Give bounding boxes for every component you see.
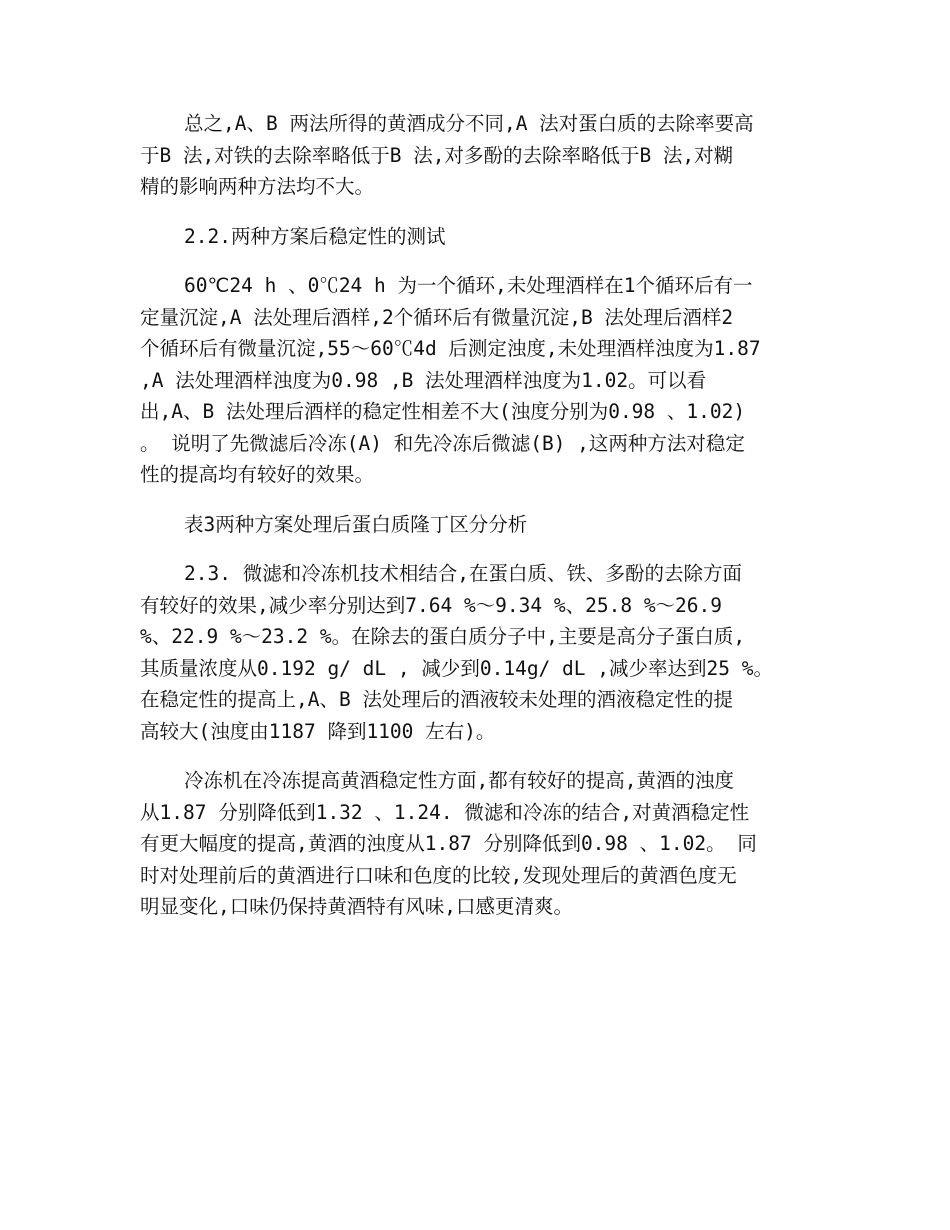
text-line: 其质量浓度从0.192 g/ dL , 减少到0.14g/ dL ,减少率达到25 %。 bbox=[140, 656, 773, 680]
text-line: 精的影响两种方法均不大。 bbox=[140, 175, 375, 198]
text-line: 定量沉淀,A 法处理后酒样,2个循环后有微量沉淀,B 法处理后酒样2 bbox=[140, 305, 734, 329]
text-line: 个循环后有微量沉淀,55～60℃4d 后测定浊度,未处理酒样浊度为1.87 bbox=[140, 337, 761, 360]
text-line: 。 说明了先微滤后冷冻(A) 和先冷冻后微滤(B) ,这两种方法对稳定 bbox=[140, 431, 745, 455]
paragraph-freezer-conclusion bbox=[140, 765, 810, 923]
text-line: 有更大幅度的提高,黄酒的浊度从1.87 分别降低到0.98 、1.02。 同 bbox=[140, 832, 757, 855]
table-caption bbox=[140, 509, 810, 541]
text-line: 性的提高均有较好的效果。 bbox=[140, 463, 375, 486]
paragraph-2-3 bbox=[140, 558, 810, 747]
paragraph-stability-test bbox=[140, 270, 810, 491]
text-line: 在稳定性的提高上,A、B 法处理后的酒液较未处理的酒液稳定性的提 bbox=[140, 688, 733, 711]
paragraph-summary bbox=[140, 108, 810, 203]
text-line: 明显变化,口味仍保持黄酒特有风味,口感更清爽。 bbox=[140, 895, 573, 918]
text-line: 出,A、B 法处理后酒样的稳定性相差不大(浊度分别为0.98 、1.02) bbox=[140, 400, 746, 423]
section-heading-2-2 bbox=[140, 221, 810, 253]
text-line: 冷冻机在冷冻提高黄酒稳定性方面,都有较好的提高,黄酒的浊度 bbox=[184, 769, 734, 792]
text-line: 总之,A、B 两法所得的黄酒成分不同,A 法对蛋白质的去除率要高 bbox=[184, 112, 754, 135]
text-line: ,A 法处理酒样浊度为0.98 ,B 法处理酒样浊度为1.02。可以看 bbox=[140, 368, 707, 392]
document-page bbox=[140, 108, 810, 923]
text-line: 高较大(浊度由1187 降到1100 左右)。 bbox=[140, 719, 496, 743]
text-line: 于B 法,对铁的去除率略低于B 法,对多酚的去除率略低于B 法,对糊 bbox=[140, 143, 734, 167]
text-line: %、22.9 %～23.2 %。在除去的蛋白质分子中,主要是高分子蛋白质, bbox=[140, 625, 746, 648]
table-caption-text: 表3两种方案处理后蛋白质隆丁区分分析 bbox=[184, 512, 528, 536]
text-line: 有较好的效果,减少率分别达到7.64 %～9.34 %、25.8 %～26.9 bbox=[140, 593, 723, 617]
text-line: 时对处理前后的黄酒进行口味和色度的比较,发现处理后的黄酒色度无 bbox=[140, 863, 737, 887]
text-line: 60℃24 h 、0℃24 h 为一个循环,未处理酒样在1个循环后有一 bbox=[184, 274, 753, 297]
text-line: 2.3. 微滤和冷冻机技术相结合,在蛋白质、铁、多酚的去除方面 bbox=[184, 562, 742, 585]
section-heading: 2.2.两种方案后稳定性的测试 bbox=[184, 224, 446, 248]
text-line: 从1.87 分别降低到1.32 、1.24. 微滤和冷冻的结合,对黄酒稳定性 bbox=[140, 800, 750, 824]
